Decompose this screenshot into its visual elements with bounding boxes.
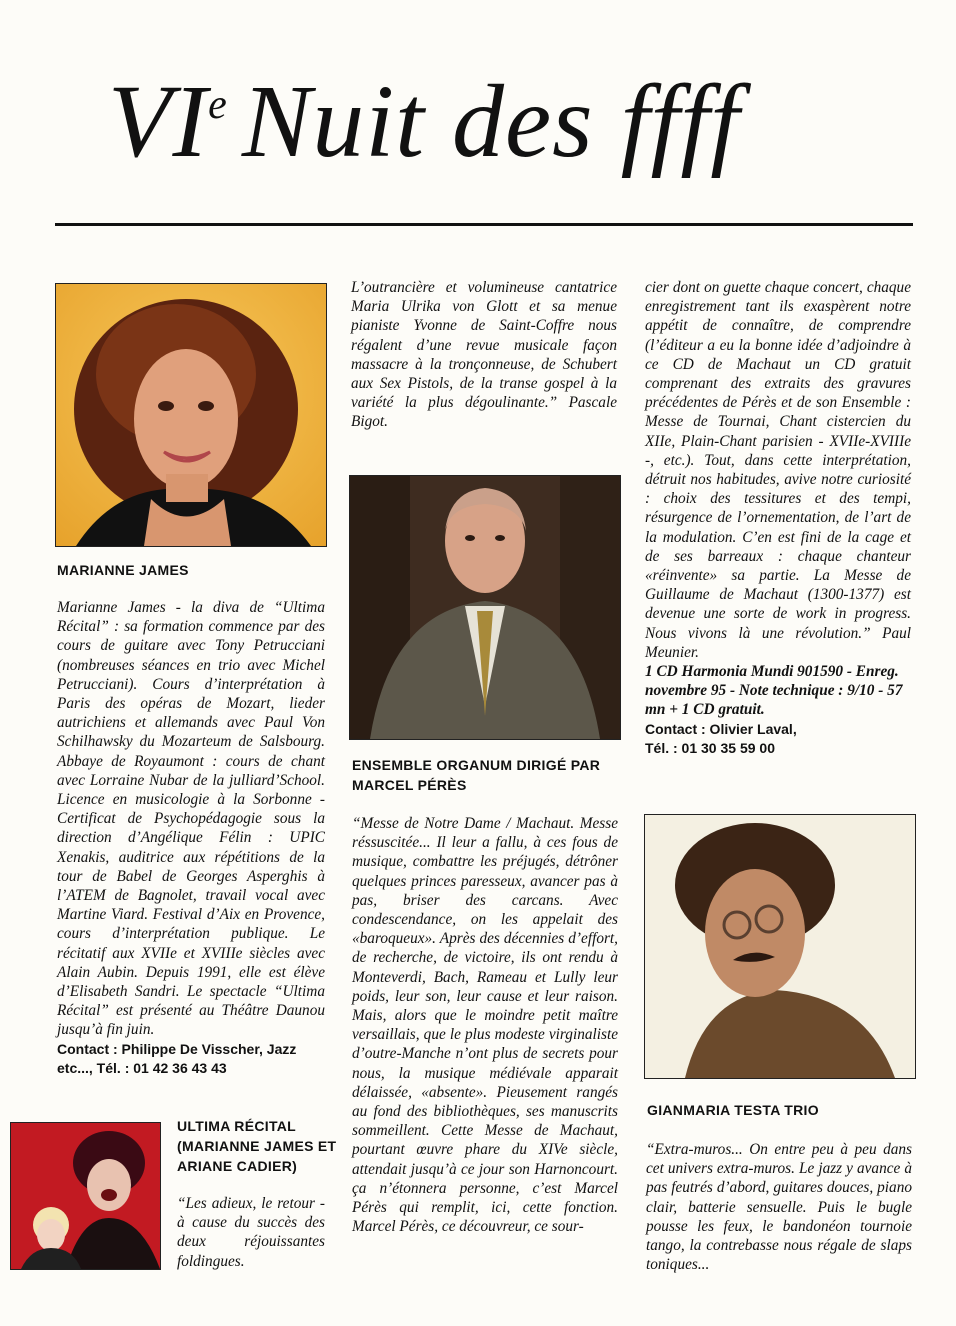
contact-olivier-laval: Contact : Olivier Laval, xyxy=(645,720,797,737)
caption-ensemble-organum: ENSEMBLE ORGANUM DIRIGÉ PAR MARCEL PÉRÈS xyxy=(352,757,601,793)
photo-ultima-recital xyxy=(10,1122,161,1270)
record-info: 1 CD Harmonia Mundi 901590 - Enreg. novembre 95 - Note technique : 9/10 - 57 mn + 1 CD gratuit. xyxy=(645,663,903,719)
photo-gianmaria-testa xyxy=(644,814,916,1079)
caption-ultima-recital: ULTIMA RÉCITAL (MARIANNE JAMES ET ARIANE CADIER) xyxy=(177,1118,337,1174)
caption-marianne-james: MARIANNE JAMES xyxy=(57,562,189,578)
title-superscript: e xyxy=(208,82,228,128)
photo-marcel-peres xyxy=(349,475,621,740)
page-title: VIe Nuit des ffff xyxy=(108,64,741,179)
article-ensemble-organum: “Messe de Notre Dame / Machaut. Messe réssuscitée... Il leur a fallu, à ces fous de musique, combattre les préjugés, détrôner quelques princes paresseux, avancer pas à pas, briser des carcans. Avec condescendance, on les appelait des «baroqueux». Après des décennies d’effort, de recherche, de victoire, ils ont rendu à Monteverdi, Bach, Rameau et Lully leur poids, leur son, leur cause et leur raison. Mais, alors que le moindre petit maître versaillais, que le plus modeste virginaliste d’outre-Manche n’ont plus de secrets pour nous, la musique médiévale apparait délaissée, «absente». Pieusement rangés au fond des bibliothèques, ses manuscrits sommeillent. Cette Messe de Machaut, pourtant œuvre phare du XIVe siècle, attendait jusqu’à ce jour son Harnoncourt. ça n’étonnera personne, c’est Marcel Pérès qui remplit, ici, cette fonction. Marcel Pérès, ce découvreur, ce sour- xyxy=(352,815,618,1236)
article-ultima-recital-continued: L’outrancière et volumineuse cantatrice Maria Ulrika von Glott et sa menue pianiste Yvonne de Saint-Coffre nous régalent d’une revue musicale façon massacre à la tronçonneuse, de Schubert aux Sex Pistols, de la transe gospel à la variété la plus dégoulinante.” Pascale Bigot. xyxy=(351,279,617,431)
photo-marianne-james xyxy=(55,283,327,547)
article-ultima-recital: “Les adieux, le retour - à cause du succès des deux réjouissantes foldingues. xyxy=(177,1195,325,1270)
title-rule xyxy=(55,223,913,226)
contact-philippe-de-visscher: Contact : Philippe De Visscher, Jazz etc..., Tél. : 01 42 36 43 43 xyxy=(57,1040,297,1076)
caption-gianmaria-testa-trio: GIANMARIA TESTA TRIO xyxy=(647,1102,819,1118)
article-gianmaria-testa-trio: “Extra-muros... On entre peu à peu dans cet univers extra-muros. Le jazz y avance à pas feutrés d’abord, guitares douces, piano clair, batterie sensuelle. Puis le bugle pousse les feux, le bandonéon tournoie tango, la contrebasse nous régale de slaps toniques... xyxy=(646,1141,912,1274)
article-ensemble-organum-continued: cier dont on guette chaque concert, chaque enregistrement tant ils exaspèrent notre appétit de connaître, de comprendre (l’éditeur a eu la bonne idée d’adjoindre à ce CD de Machaut un CD gratuit comprenant des extraits des gravures précédentes de Pérès et de son Ensemble : Messe de Tournai, Chant cistercien du XIIe, Plain-Chant parisien - XVIIe-XVIIIe -, etc.). Tout, dans cette interprétation, détruit nos habitudes, avive notre curiosité : choix des tessitures et des tempi, résurgence de l’ornementation, de l’art de la modulation. C’en est fini de la cage et de ses barreaux : chaque chanteur «réinvente» sa partie. La Messe de Guillaume de Machaut (1300-1377) est devenue une sorte de work in progress. Nous vivons là une révolution.” Paul Meunier. 1 CD Harmonia Mundi 901590 - Enreg. novembre 95 - Note technique : 9/10 - 57 mn + 1 CD gratuit. Contact : Olivier Laval, Tél. : 01 30 35 59 00 xyxy=(645,278,911,758)
article-marianne-james: Marianne James - la diva de “Ultima Récital” : sa formation commence par des cours de guitare avec Tony Petrucciani (nombreuses séances en trio avec Michel Petrucciani). Cours d’interprétation à Paris des opéras de Mozart, lieder autrichiens et allemands avec Paul Von Schilhawsky du Mozarteum de Salsbourg. Abbaye de Royaumont : cours de chant avec Lorraine Nubar de la julliard’School. Licence en musicologie à la Sorbonne - Certificat de Psychopédagogie sous la direction d’Angélique Félin : UPIC Xenakis, auditrice aux répétitions de la tour de Babel de Georges Asperghis à l’ATEM de Bagnolet, travail vocal avec Martine Viard. Festival d’Aix en Provence, cours d’interprétation publique. Le récitatif aux XVIIe et XVIIIe siècles avec Alain Aubin. Depuis 1991, elle est élève d’Elisabeth Sandri. Le spectacle “Ultima Récital” est présenté au Théâtre Daunou jusqu’à fin juin. Contact : Philippe De Visscher, Jazz etc..., Tél. : 01 42 36 43 43 xyxy=(57,598,325,1078)
contact-phone: Tél. : 01 30 35 59 00 xyxy=(645,739,775,756)
